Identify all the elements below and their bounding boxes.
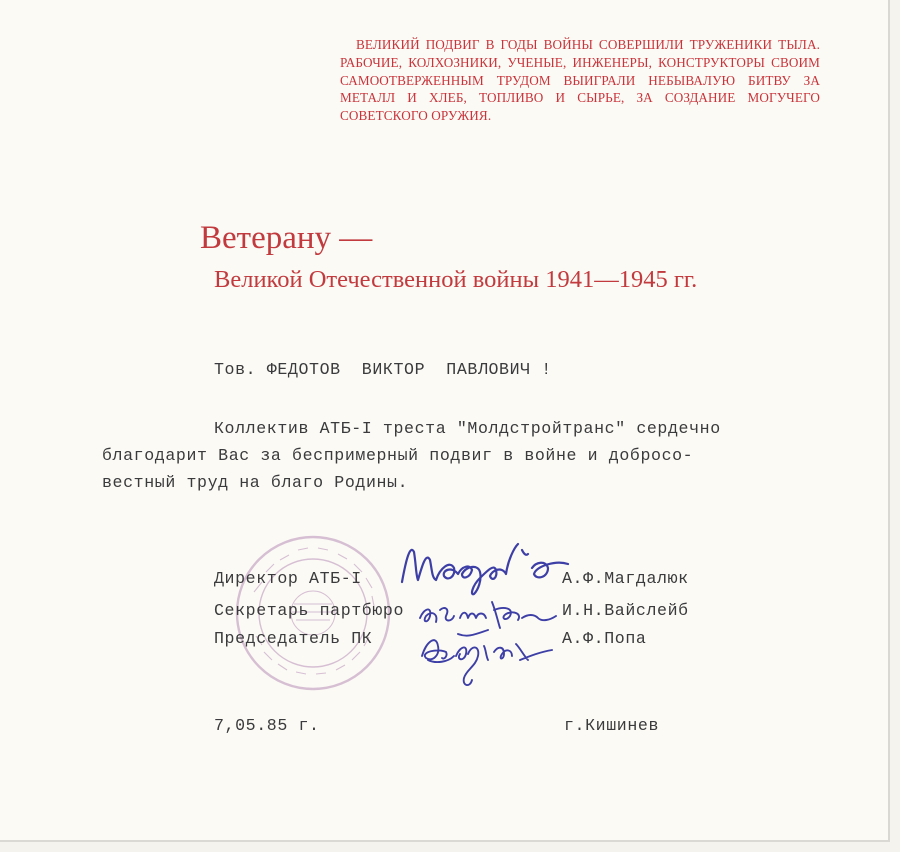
- salutation: Тов. ФЕДОТОВ ВИКТОР ПАВЛОВИЧ !: [214, 360, 552, 379]
- signatory-role-chairman: Председатель ПК: [214, 629, 373, 648]
- issue-date: 7,05.85 г.: [214, 716, 320, 735]
- heading-war: Великой Отечественной войны 1941—1945 гг.: [214, 266, 698, 293]
- signatory-name-secretary: И.Н.Вайслейб: [562, 601, 689, 620]
- signatory-role-secretary: Секретарь партбюро: [214, 601, 405, 620]
- body-line: благодарит Вас за беспримерный подвиг в войне и добросо-: [102, 446, 694, 465]
- signatory-role-director: Директор АТБ-I: [214, 569, 362, 588]
- signatory-name-chairman: А.Ф.Попа: [562, 629, 647, 648]
- heading-veteran: Ветерану —: [200, 220, 373, 256]
- signatory-name-director: А.Ф.Магдалюк: [562, 569, 689, 588]
- chairman-signature: [408, 616, 568, 694]
- epigraph: ВЕЛИКИЙ ПОДВИГ В ГОДЫ ВОЙНЫ СОВЕРШИЛИ ТРУЖЕНИКИ ТЫЛА. РАБОЧИЕ, КОЛХОЗНИКИ, УЧЕНЫЕ, ИНЖЕНЕРЫ, КОНСТРУКТОРЫ СВОИМ САМООТВЕРЖЕННЫМ ТРУДОМ ВЫИГРАЛИ НЕБЫВАЛУЮ БИТВУ ЗА МЕТАЛЛ И ХЛЕБ, ТОПЛИВО И СЫРЬЕ, ЗА СОЗДАНИЕ МОГУЧЕГО СОВЕТСКОГО ОРУЖИЯ.: [340, 37, 820, 124]
- body-line: вестный труд на благо Родины.: [102, 473, 409, 492]
- body-line: Коллектив АТБ-I треста "Молдстройтранс" сердечно: [214, 419, 721, 438]
- issue-place: г.Кишинев: [564, 716, 660, 735]
